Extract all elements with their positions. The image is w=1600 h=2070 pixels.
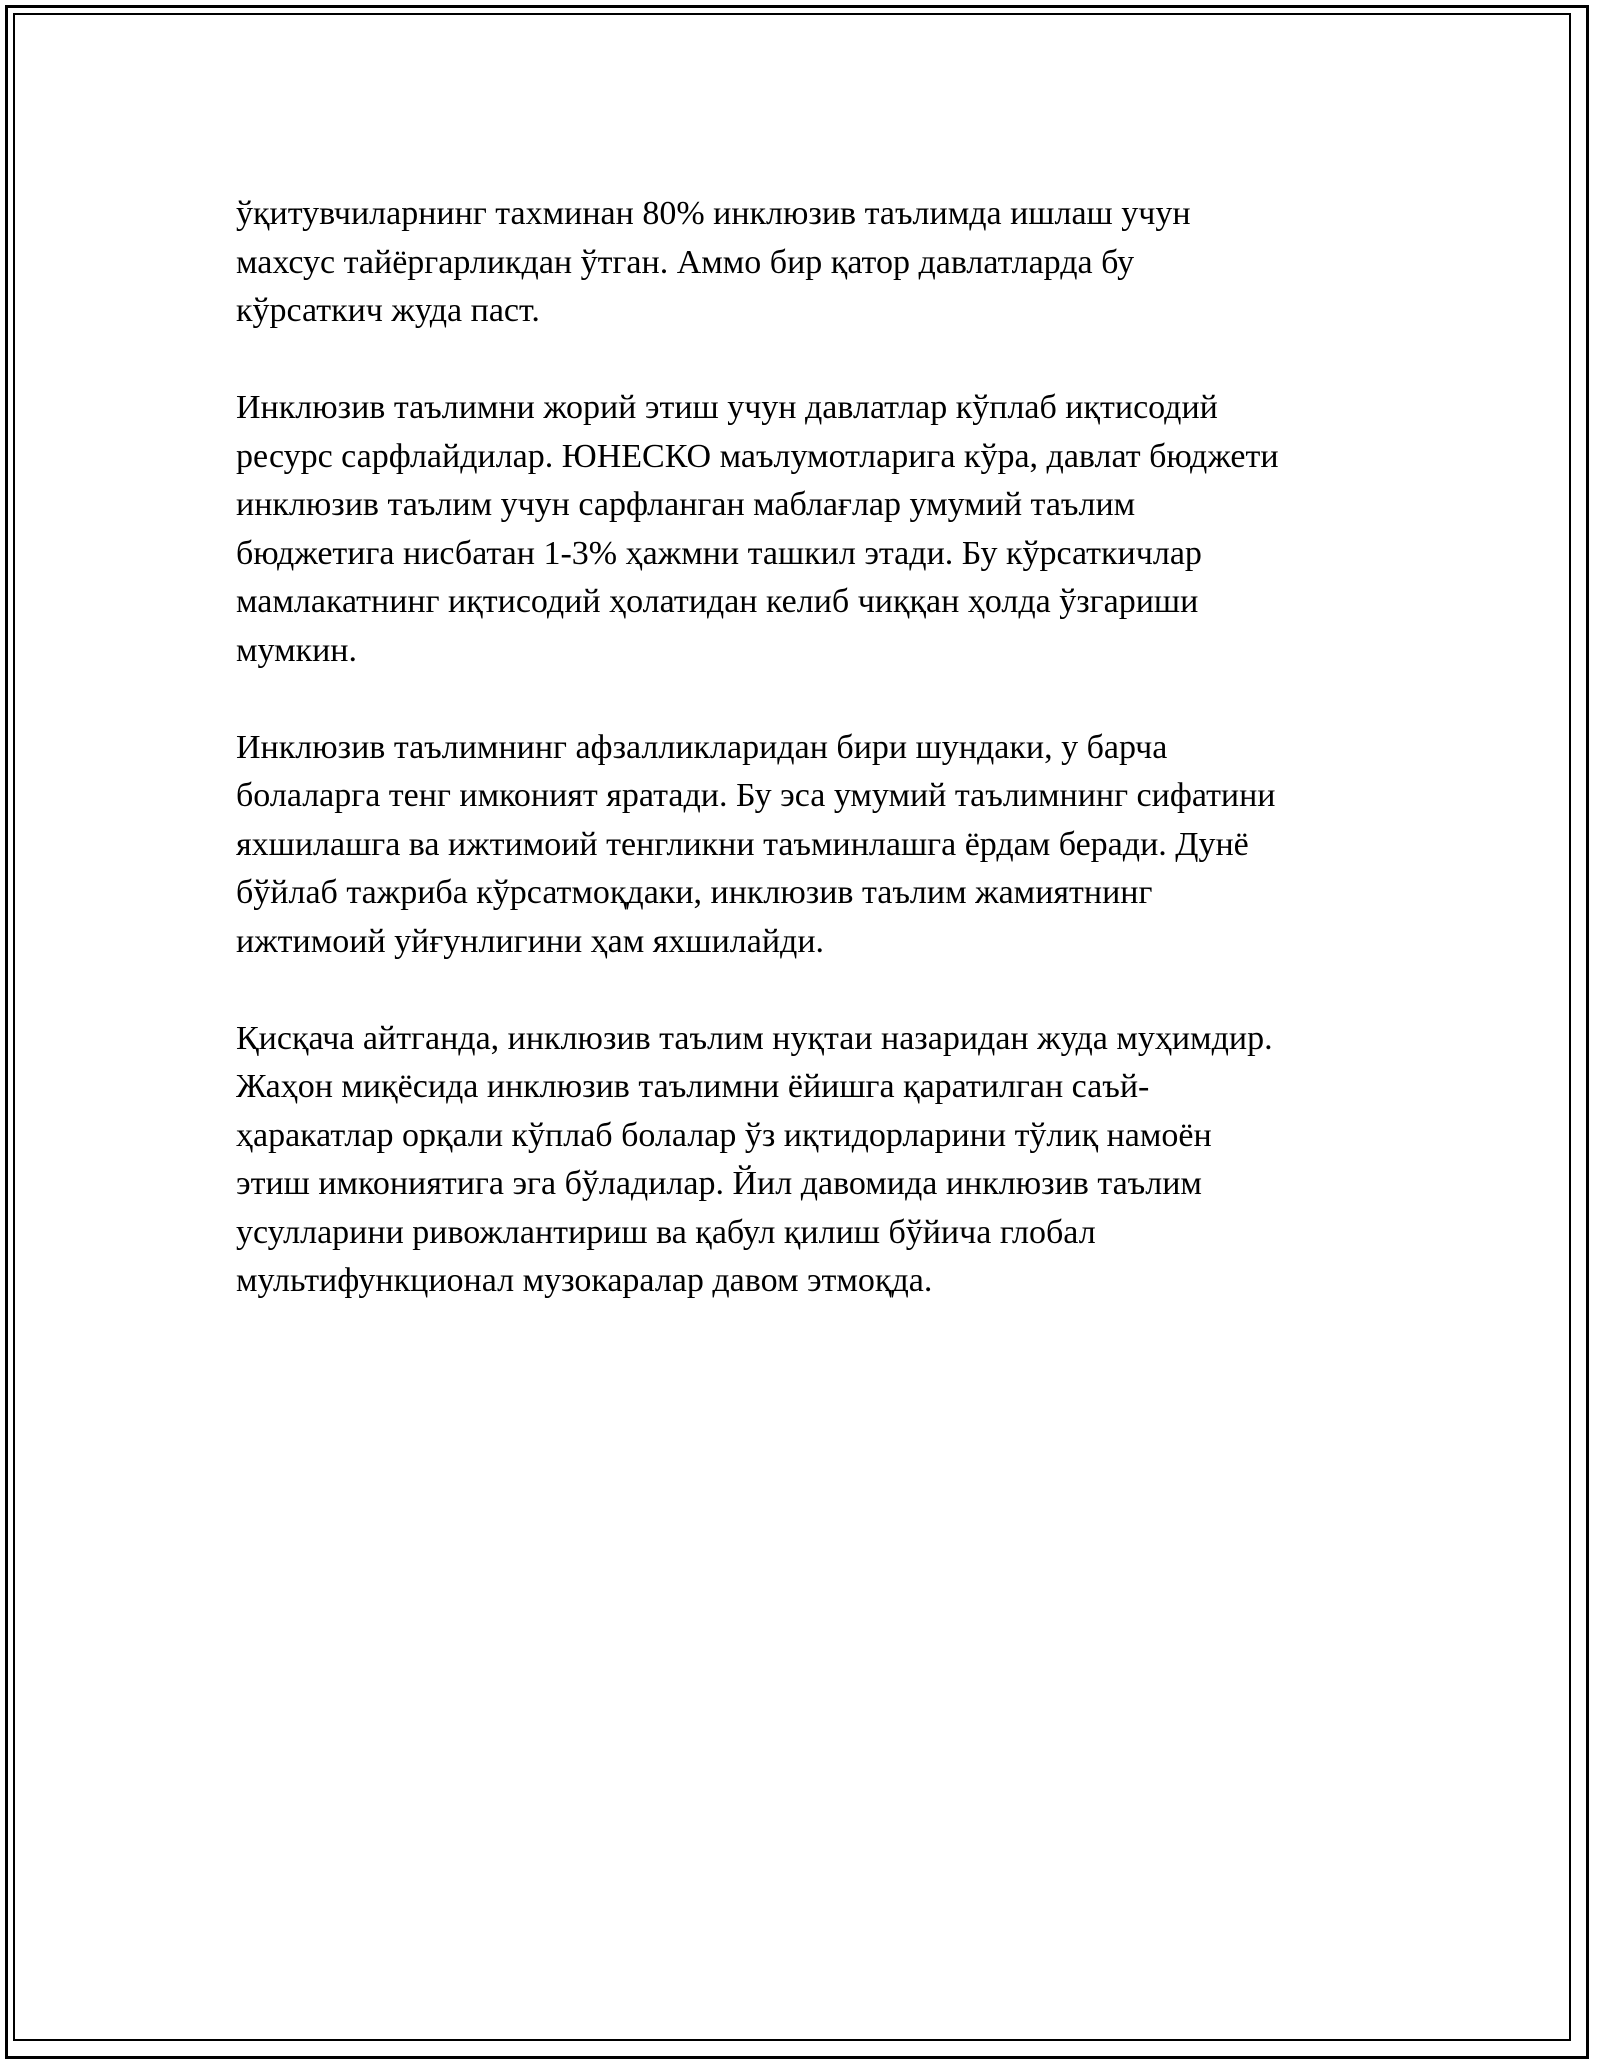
text-line: бўйлаб тажриба кўрсатмоқдаки, инклюзив таълим жамиятнинг bbox=[236, 874, 1153, 911]
text-line: Инклюзив таълимни жорий этиш учун давлатлар кўплаб иқтисодий bbox=[236, 389, 1218, 426]
text-line: ўқитувчиларнинг тахминан 80% инклюзив таълимда ишлаш учун bbox=[236, 195, 1191, 232]
paragraph-3 bbox=[236, 724, 1386, 967]
paragraph-4 bbox=[236, 1015, 1386, 1306]
text-line: Инклюзив таълимнинг афзалликларидан бири шундаки, у барча bbox=[236, 728, 1168, 766]
paragraph-2 bbox=[236, 384, 1386, 675]
text-line: болаларга тенг имконият яратади. Бу эса умумий таълимнинг сифатини bbox=[236, 777, 1276, 814]
text-line: бюджетига нисбатан 1-3% ҳажмни ташкил этади. Бу кўрсаткичлар bbox=[236, 534, 1202, 572]
text-line: Жаҳон миқёсида инклюзив таълимни ёйишга қаратилган саъй- bbox=[236, 1068, 1150, 1105]
text-line: мультифункционал музокаралар давом этмоқда. bbox=[236, 1262, 933, 1299]
text-line: яхшилашга ва ижтимоий тенгликни таъминлашга ёрдам беради. Дунё bbox=[236, 825, 1249, 863]
text-line: инклюзив таълим учун сарфланган маблағлар умумий таълим bbox=[236, 486, 1136, 523]
paragraph-1 bbox=[236, 190, 1386, 336]
text-line: усулларини ривожлантириш ва қабул қилиш бўйича глобал bbox=[236, 1213, 1096, 1251]
text-line: мамлакатнинг иқтисодий ҳолатидан келиб чиққан ҳолда ўзгариши bbox=[236, 583, 1199, 620]
text-line: этиш имкониятига эга бўладилар. Йил давомида инклюзив таълим bbox=[236, 1165, 1202, 1202]
text-line: ижтимоий уйғунлигини ҳам яхшилайди. bbox=[236, 922, 825, 960]
text-line: махсус тайёргарликдан ўтган. Аммо бир қатор давлатларда бу bbox=[236, 243, 1135, 281]
text-line: ресурс сарфлайдилар. ЮНЕСКО маълумотларига кўра, давлат бюджети bbox=[236, 437, 1279, 475]
text-line: мумкин. bbox=[236, 631, 357, 669]
text-line: ҳаракатлар орқали кўплаб болалар ўз иқтидорларини тўлиқ намоён bbox=[236, 1116, 1212, 1154]
text-line: Қисқача айтганда, инклюзив таълим нуқтаи назаридан жуда муҳимдир. bbox=[236, 1019, 1273, 1057]
text-line: кўрсаткич жуда паст. bbox=[236, 292, 540, 329]
document-body bbox=[236, 190, 1386, 1306]
